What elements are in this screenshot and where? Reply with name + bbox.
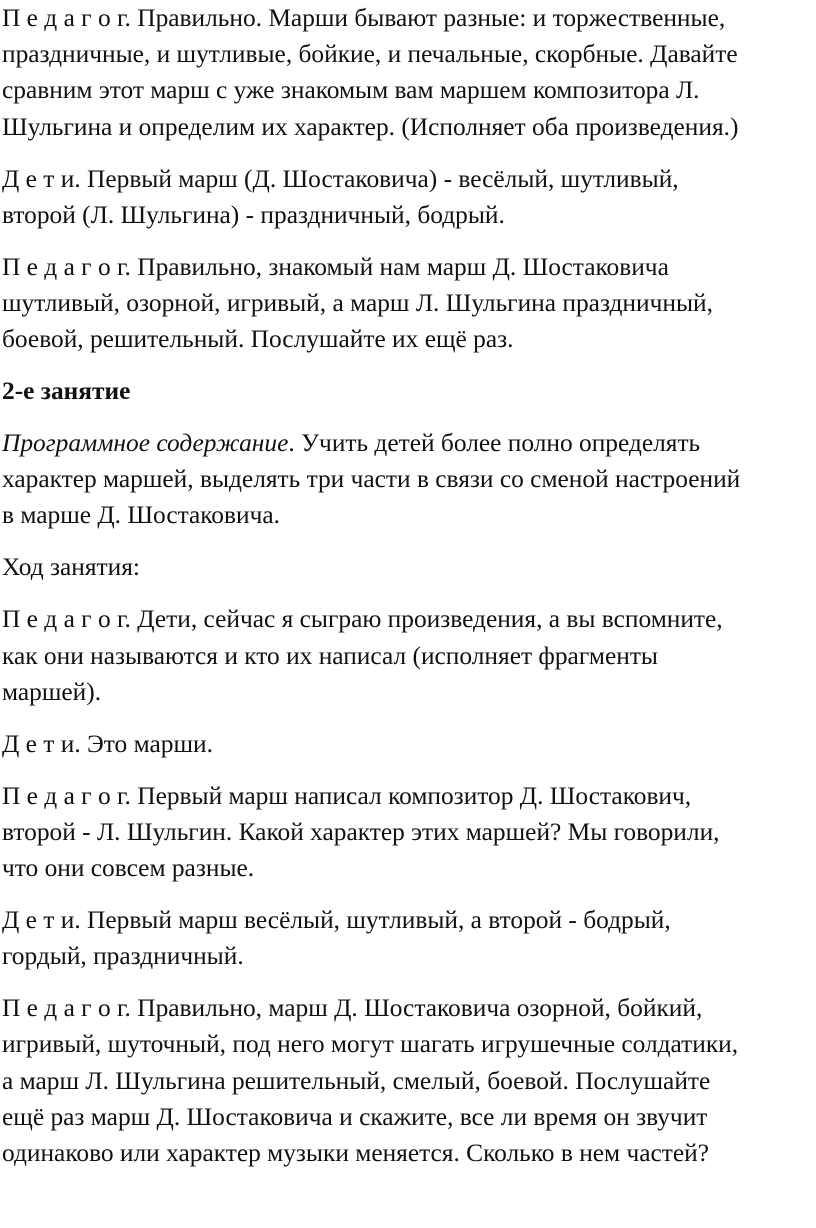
- speaker-label: Д е т и.: [2, 729, 81, 758]
- text-line: [2, 601, 814, 637]
- text-line: боевой, решительный. Послушайте их ещё раз.: [2, 325, 514, 354]
- speaker-label: П е д а г о г.: [2, 781, 131, 810]
- text-line: как они называются и кто их написал (исполняет фрагменты: [2, 641, 658, 670]
- paragraph-children-1: [2, 161, 814, 233]
- paragraph-children-2: [2, 726, 814, 762]
- program-label: Программное содержание: [2, 429, 289, 458]
- text-line: а марш Л. Шульгина решительный, смелый, боевой. Послушайте: [2, 1066, 711, 1095]
- document-page: [2, 0, 814, 1171]
- text-line: в марше Д. Шостаковича.: [2, 501, 280, 530]
- text-line: сравним этот марш с уже знакомым вам маршем композитора Л.: [2, 76, 700, 105]
- paragraph-teacher-3: [2, 601, 814, 710]
- text-line: [2, 990, 814, 1026]
- text-line: Шульгина и определим их характер. (Исполняет оба произведения.): [2, 112, 739, 141]
- text-line: характер маршей, выделять три части в связи со сменой настроений: [2, 465, 741, 494]
- text-line: [2, 249, 814, 285]
- line-text: Это марши.: [80, 729, 213, 758]
- section-heading: [2, 373, 814, 409]
- line-text: Правильно, знакомый нам марш Д. Шостаковича: [130, 252, 669, 281]
- text-line: шутливый, озорной, игривый, а марш Л. Шульгина праздничный,: [2, 288, 713, 317]
- text-line: [2, 161, 814, 197]
- paragraph-children-3: [2, 902, 814, 974]
- speaker-label: П е д а г о г.: [2, 994, 131, 1023]
- paragraph-teacher-2: [2, 249, 814, 358]
- text-line: ещё раз марш Д. Шостаковича и скажите, все ли время он звучит: [2, 1102, 708, 1131]
- speaker-label: П е д а г о г.: [2, 605, 131, 634]
- line-text: Первый марш весёлый, шутливый, а второй - бодрый,: [80, 906, 671, 935]
- paragraph-teacher-5: [2, 990, 814, 1171]
- text-line: [2, 726, 814, 762]
- paragraph-teacher-4: [2, 778, 814, 887]
- speaker-label: П е д а г о г.: [2, 4, 131, 32]
- line-text: Дети, сейчас я сыграю произведения, а вы вспомните,: [130, 605, 723, 634]
- text-line: что они совсем разные.: [2, 854, 255, 883]
- speaker-label: Д е т и.: [2, 906, 81, 935]
- paragraph-program-content: [2, 425, 814, 534]
- text-line: [2, 778, 814, 814]
- heading-text: 2-е занятие: [2, 377, 131, 406]
- text-line: Ход занятия:: [2, 553, 140, 582]
- line-text: Правильно, марш Д. Шостаковича озорной, бойкий,: [130, 994, 703, 1023]
- speaker-label: П е д а г о г.: [2, 252, 131, 281]
- text-line: второй (Л. Шульгина) - праздничный, бодрый.: [2, 200, 505, 229]
- text-line: гордый, праздничный.: [2, 942, 244, 971]
- text-line: [2, 902, 814, 938]
- line-text: Правильно. Марши бывают разные: и торжественные,: [130, 4, 726, 32]
- text-line: [2, 0, 814, 36]
- text-line: праздничные, и шутливые, бойкие, и печальные, скорбные. Давайте: [2, 40, 738, 69]
- line-text: . Учить детей более полно определять: [288, 429, 701, 458]
- paragraph-lesson-course: [2, 549, 814, 585]
- text-line: одинаково или характер музыки меняется. Сколько в нем частей?: [2, 1139, 709, 1168]
- text-line: маршей).: [2, 677, 102, 706]
- paragraph-teacher-1: [2, 0, 814, 145]
- text-line: игривый, шуточный, под него могут шагать игрушечные солдатики,: [2, 1030, 739, 1059]
- text-line: [2, 425, 814, 461]
- speaker-label: Д е т и.: [2, 164, 81, 193]
- line-text: Первый марш написал композитор Д. Шостакович,: [130, 781, 692, 810]
- line-text: Первый марш (Д. Шостаковича) - весёлый, шутливый,: [80, 164, 679, 193]
- text-line: второй - Л. Шульгин. Какой характер этих маршей? Мы говорили,: [2, 817, 720, 846]
